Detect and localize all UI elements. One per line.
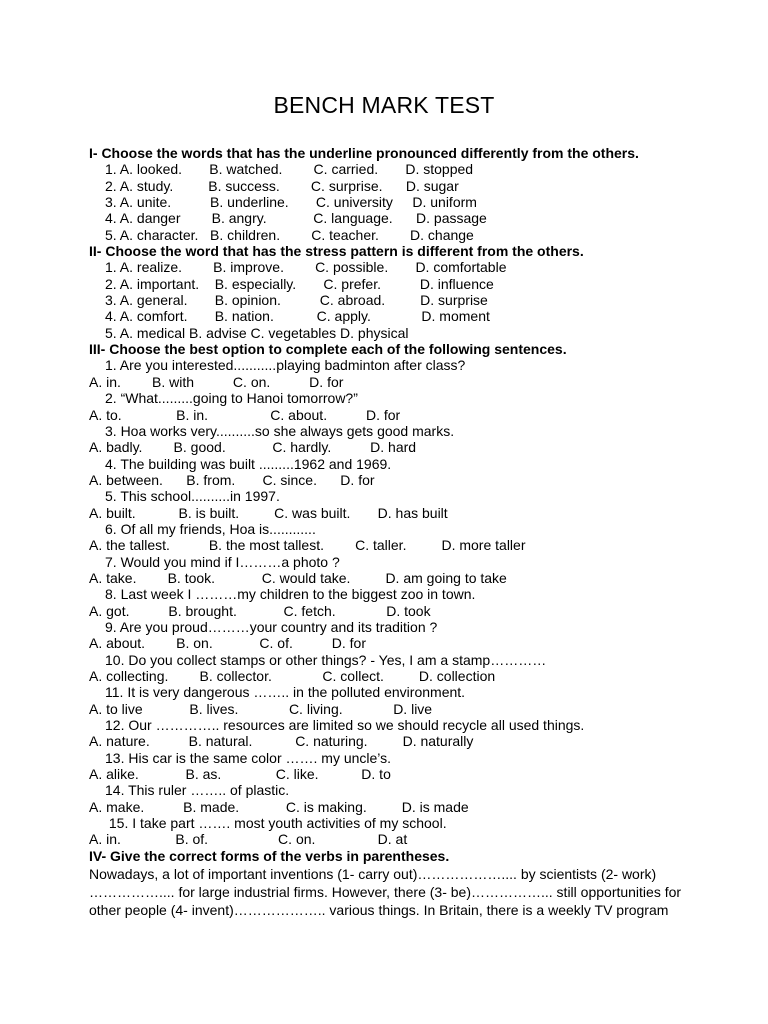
question-line: 4. The building was built .........1962 and 1969. [105,455,392,472]
options-line: A. take. B. took. C. would take. D. am going to take [89,569,507,586]
question-line: 2. “What.........going to Hanoi tomorrow?” [105,390,358,407]
question-line: 3. Hoa works very..........so she always gets good marks. [105,422,455,439]
question-line: 1. A. looked. B. watched. C. carried. D. stopped [105,161,474,178]
paragraph-line: …………….... for large industrial firms. However, there (3- be)……………... still opportunities for [89,884,682,901]
question-line: 13. His car is the same color ……. my uncle’s. [105,749,392,766]
verb-forms-paragraph [89,865,682,919]
options-line: A. to live B. lives. C. living. D. live [89,700,433,717]
question-line: 5. A. medical B. advise C. vegetables D. physical [105,324,409,341]
question-line: 4. A. danger B. angry. C. language. D. passage [105,210,487,227]
test-content [89,145,689,919]
question-line: 1. A. realize. B. improve. C. possible. D. comfortable [105,259,507,276]
options-line: A. collecting. B. collector. C. collect. D. collection [89,668,496,684]
question-line: 5. A. character. B. children. C. teacher. D. change [105,226,474,243]
paragraph-line: other people (4- invent)……………….. various things. In Britain, there is a weekly TV program [89,902,669,919]
question-line: 5. This school..........in 1997. [105,488,280,505]
options-line: A. about. B. on. C. of. D. for [89,635,366,652]
options-line: A. the tallest. B. the most tallest. C. taller. D. more taller [89,537,526,554]
options-line: A. make. B. made. C. is making. D. is made [89,798,469,815]
question-line: 9. Are you proud………your country and its tradition ? [105,618,438,635]
question-line: 1. Are you interested...........playing badminton after class? [105,357,466,374]
question-line: 2. A. study. B. success. C. surprise. D. sugar [105,177,459,194]
question-line: 3. A. unite. B. underline. C. university D. uniform [105,194,477,211]
section-heading: III- Choose the best option to complete each of the following sentences. [89,341,567,358]
question-line: 10. Do you collect stamps or other things? - Yes, I am a stamp………… [105,651,547,668]
question-line: 3. A. general. B. opinion. C. abroad. D. surprise [105,292,488,309]
options-line: A. alike. B. as. C. like. D. to [89,766,391,783]
question-line: 7. Would you mind if I………a photo ? [105,553,340,570]
options-line: A. between. B. from. C. since. D. for [89,471,375,488]
question-line: 15. I take part ……. most youth activities of my school. [105,815,447,832]
paragraph-line: Nowadays, a lot of important inventions (1- carry out)……………….... by scientists (2- work) [89,866,657,883]
section-heading: I- Choose the words that has the underline pronounced differently from the others. [89,145,639,161]
section-heading: IV- Give the correct forms of the verbs in parentheses. [89,847,450,864]
question-line: 2. A. important. B. especially. C. prefer. D. influence [105,275,494,292]
question-line: 14. This ruler …….. of plastic. [105,782,290,799]
question-line: 12. Our ………….. resources are limited so we should recycle all used things. [105,717,585,734]
options-line: A. in. B. of. C. on. D. at [89,831,408,848]
page-title: BENCH MARK TEST [273,92,495,118]
section-heading: II- Choose the word that has the stress pattern is different from the others. [89,243,584,260]
options-line: A. in. B. with C. on. D. for [89,373,344,390]
options-line: A. got. B. brought. C. fetch. D. took [89,602,431,619]
question-line: 11. It is very dangerous …….. in the polluted environment. [105,684,466,701]
options-line: A. nature. B. natural. C. naturing. D. naturally [89,733,474,750]
options-line: A. built. B. is built. C. was built. D. has built [89,504,448,521]
question-line: 8. Last week I ………my children to the biggest zoo in town. [105,586,476,603]
options-line: A. to. B. in. C. about. D. for [89,406,401,423]
question-line: 4. A. comfort. B. nation. C. apply. D. moment [105,308,490,325]
question-line: 6. Of all my friends, Hoa is............ [105,520,316,537]
options-line: A. badly. B. good. C. hardly. D. hard [89,439,417,456]
